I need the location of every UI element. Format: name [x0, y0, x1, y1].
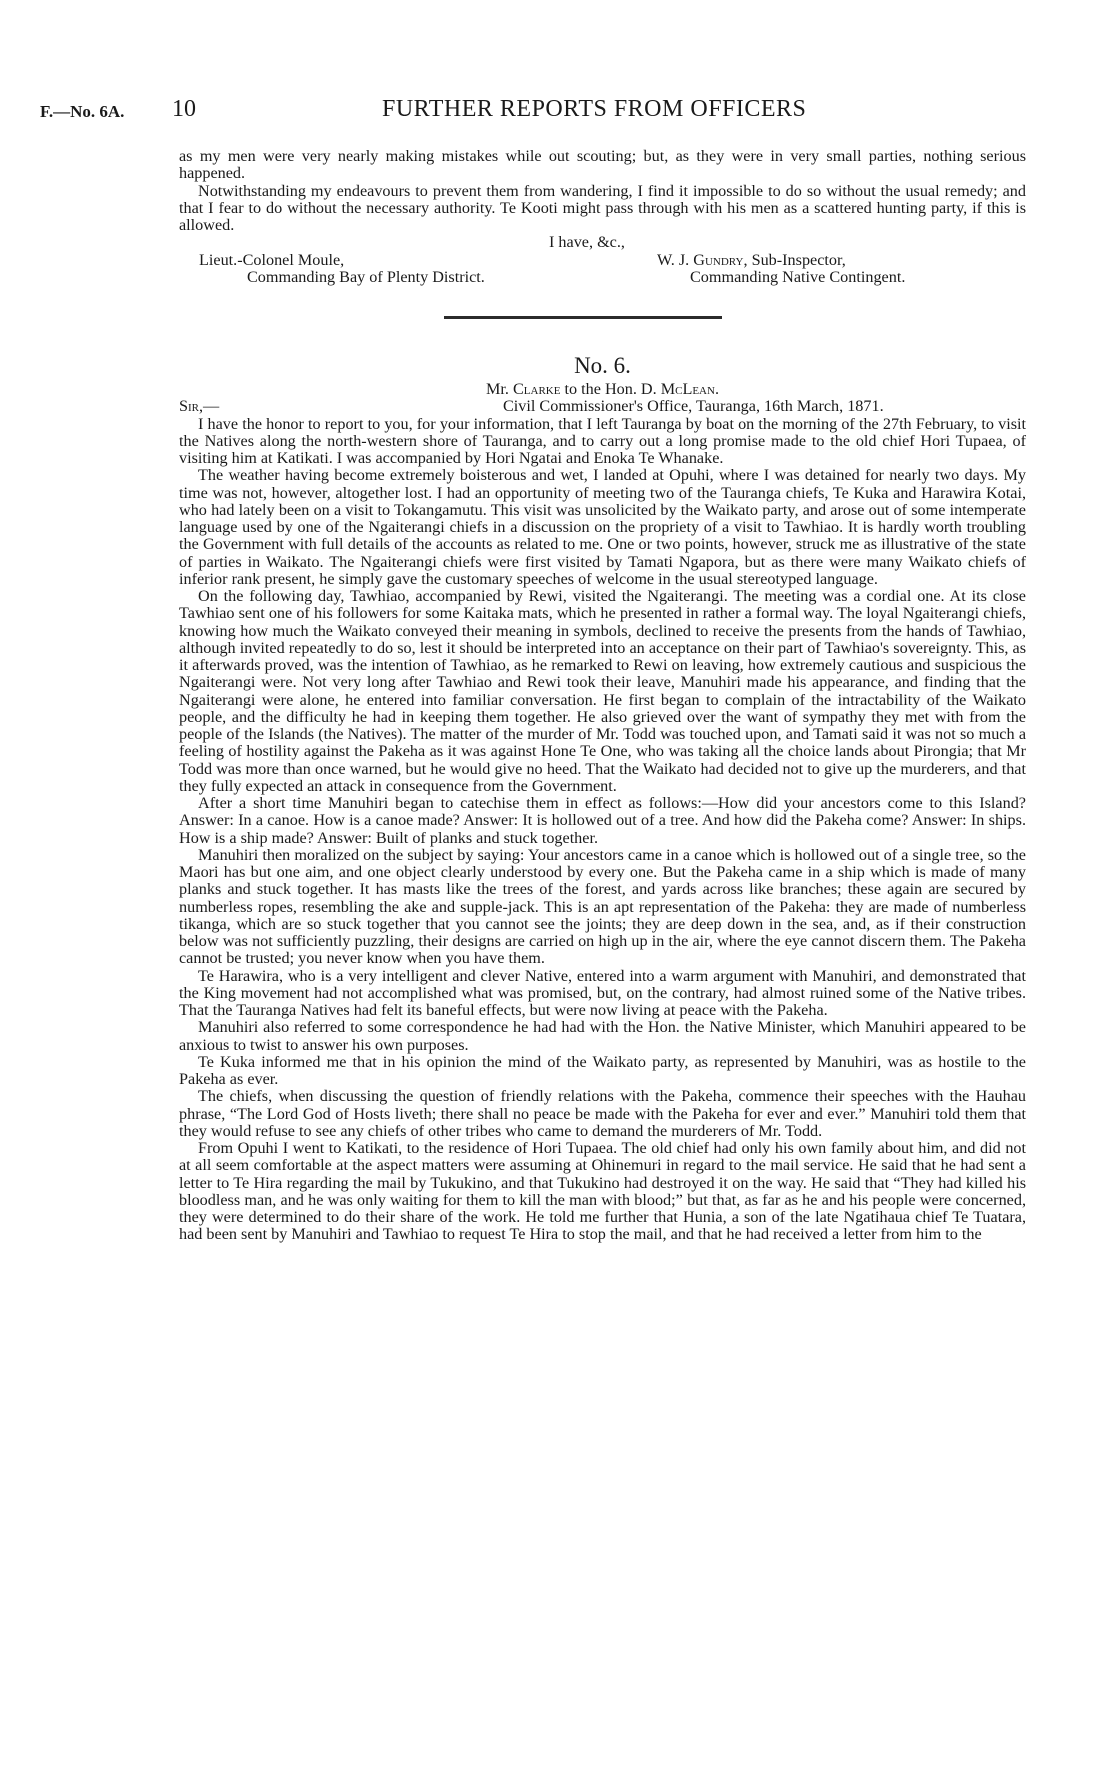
section-divider [179, 286, 1026, 346]
addressee [199, 252, 485, 287]
addressee-title: Commanding Bay of Plenty District. [247, 267, 485, 286]
body-paragraph: I have the honor to report to you, for your information, that I left Tauranga by boat on the morning of the 27th February, to visit the Natives along the north-western shore of Tauranga, and to carry out a long promise made to the old chief Hori Tupaea, of visiting him at Katikati. I was accompanied by Hori Ngatai and Enoka Te Whanake. [179, 414, 1026, 467]
from-middle: to the Hon. D. [560, 380, 661, 398]
body-paragraph: Te Kuka informed me that in his opinion the mind of the Waikato party, as represented by Manuhiri, was as hostile to the Pakeha as ever. [179, 1052, 1026, 1088]
body-paragraph: Manuhiri also referred to some correspondence he had had with the Hon. the Native Minister, which Manuhiri appeared to be anxious to twist to answer his own purposes. [179, 1018, 1026, 1054]
page-header [40, 96, 1070, 130]
place-date: Civil Commissioner's Office, Tauranga, 16th March, 1871. [503, 397, 884, 416]
body-paragraph: Te Harawira, who is a very intelligent and clever Native, entered into a warm argument with Manuhiri, and demonstrated that the King movement had not accomplished what was promised, but, on the contrary, had almost ruined some of the Native tribes. That the Tauranga Natives had felt its baneful effects, but were now living at peace with the Pakeha. [179, 966, 1026, 1019]
body-paragraph: On the following day, Tawhiao, accompanied by Rewi, visited the Ngaiterangi. The meeting was a cordial one. At its close Tawhiao sent one of his followers for some Kaitaka mats, which he presented in rather a formal way. The loyal Ngaiterangi chiefs, knowing how much the Waikato conveyed their meaning in symbols, declined to receive the presents from the hands of Tawhiao, although invited repeatedly to do so, lest it should be interpreted into an acceptance on their part of Tawhiao's sovereignty. This, as it afterwards proved, was the intention of Tawhiao, as he remarked to Rewi on leaving, how extremely cautious and suspicious the Ngaiterangi were. Not very long after Tawhiao and Rewi took their leave, Manuhiri made his appearance, and finding that the Ngaiterangi were alone, he entered into familiar conversation. He first began to complain of the intractability of the Waikato people, and the difficulty he had in keeping them together. He also grieved over the want of sympathy they met with from the people of the Islands (the Natives). The matter of the murder of Mr. Todd was touched upon, and Tamati said it was not so much a feeling of hostility against the Pakeha as it was against Hone Te One, who was taking all the choice lands about Pirongia; that Mr Todd was more than once warned, but he would give no heed. That the Waikato had decided not to give up the murderers, and that they fully expected an attack in consequence from the Government. [179, 587, 1026, 795]
intro-paragraph: Notwithstanding my endeavours to prevent them from wandering, I find it impossible to do so without the usual remedy; and that I fear to do without the necessary authority. Te Kooti might pass through with his men as a scattered hunting party, if this is allowed. [179, 181, 1026, 234]
body-paragraph: After a short time Manuhiri began to catechise them in effect as follows:—How did your ancestors come to this Island? Answer: In a canoe. How is a canoe made? Answer: It is hollowed out of a tree. And how did the Pakeha come? Answer: In ships. How is a ship made? Answer: Built of planks and stuck together. [179, 794, 1026, 847]
from-suffix: . [714, 380, 719, 398]
body-paragraph: From Opuhi I went to Katikati, to the residence of Hori Tupaea. The old chief had only his own family about him, and did not at all seem comfortable at the aspect matters were assuming at Ohinemuri in regard to the mail service. He said that he had sent a letter to Te Hira regarding the mail by Tukukino, and that Tukukino had destroyed it on the way. He said that “They had killed his bloodless man, and he was only waiting for them to kill the man with blood;” but that, as far as he and his people were concerned, they were determined to do their share of the work. He told me further that Hunia, a son of the late Ngatihaua chief Te Tuatara, had been sent by Manuhiri and Tawhiao to request Te Hira to stop the mail, and that he had received a letter from him to the [179, 1139, 1026, 1244]
sender [657, 252, 905, 287]
sender-title: Commanding Native Contingent. [690, 267, 906, 286]
document-heading [179, 381, 1026, 398]
running-title: FURTHER REPORTS FROM OFFICERS [382, 96, 807, 122]
page-number: 10 [172, 96, 196, 122]
paper-reference: F.—No. 6A. [40, 102, 125, 121]
from-prefix: Mr. [486, 380, 513, 398]
report-body [179, 148, 1026, 1244]
signature-block [179, 252, 1026, 287]
from-name: Clarke [512, 380, 561, 398]
intro-paragraph: as my men were very nearly making mistakes while out scouting; but, as they were in very small parties, nothing serious happened. [179, 147, 1026, 183]
salutation: Sir,— [179, 397, 220, 416]
sender-name-line [657, 252, 905, 269]
to-name: McLean [660, 380, 715, 398]
salutation-row [179, 398, 1026, 415]
closing-formula: I have, &c., [549, 233, 625, 252]
divider-rule [444, 316, 722, 319]
addressee-name: Lieut.-Colonel Moule, [199, 250, 345, 269]
body-paragraph: The weather having become extremely boisterous and wet, I landed at Opuhi, where I was detained for nearly two days. My time was not, however, altogether lost. I had an opportunity of meeting two of the Tauranga chiefs, Te Kuka and Harawira Kotai, who had lately been on a visit to Tokangamutu. This visit was unsolicited by the Waikato party, and arose out of some intemperate language used by one of the Ngaiterangi chiefs in a discussion on the propriety of a visit to Tawhiao. It is hardly worth troubling the Government with full details of the accounts as related to me. One or two points, however, struck me as illustrative of the state of parties in Waikato. The Ngaiterangi chiefs were first visited by Tamati Ngapora, but as there were many Waikato chiefs of inferior rank present, he simply gave the customary speeches of welcome in the usual stereotyped language. [179, 466, 1026, 588]
sender-rank: , Sub-Inspector, [743, 250, 846, 269]
body-paragraph: The chiefs, when discussing the question of friendly relations with the Pakeha, commence their speeches with the Hauhau phrase, “The Lord God of Hosts liveth; there shall no peace be made with the Pakeha for ever and ever.” Manuhiri told them that they would refuse to see any chiefs of other tribes who came to demand the murderers of Mr. Todd. [179, 1087, 1026, 1140]
sender-surname: Gundry [693, 250, 744, 269]
sender-initials: W. J. [657, 250, 694, 269]
body-paragraph: Manuhiri then moralized on the subject by saying: Your ancestors came in a canoe which is hollowed out of a single tree, so the Maori has but one aim, and one object clearly understood by every one. But the Pakeha came in a ship which is made of many planks and stuck together. It has masts like the trees of the forest, and yards across like branches; these again are secured by numberless ropes, resembling the ake and supple-jack. This is an apt representation of the Pakeha: they are made of numberless tikanga, which are so stuck together that you cannot see the joints; they are deep down in the sea, and, as if their construction below was not sufficiently puzzling, their designs are carried on high up in the air, where the eye cannot discern them. The Pakeha cannot be trusted; you never know when you have them. [179, 845, 1026, 968]
document-number: No. 6. [574, 353, 631, 378]
